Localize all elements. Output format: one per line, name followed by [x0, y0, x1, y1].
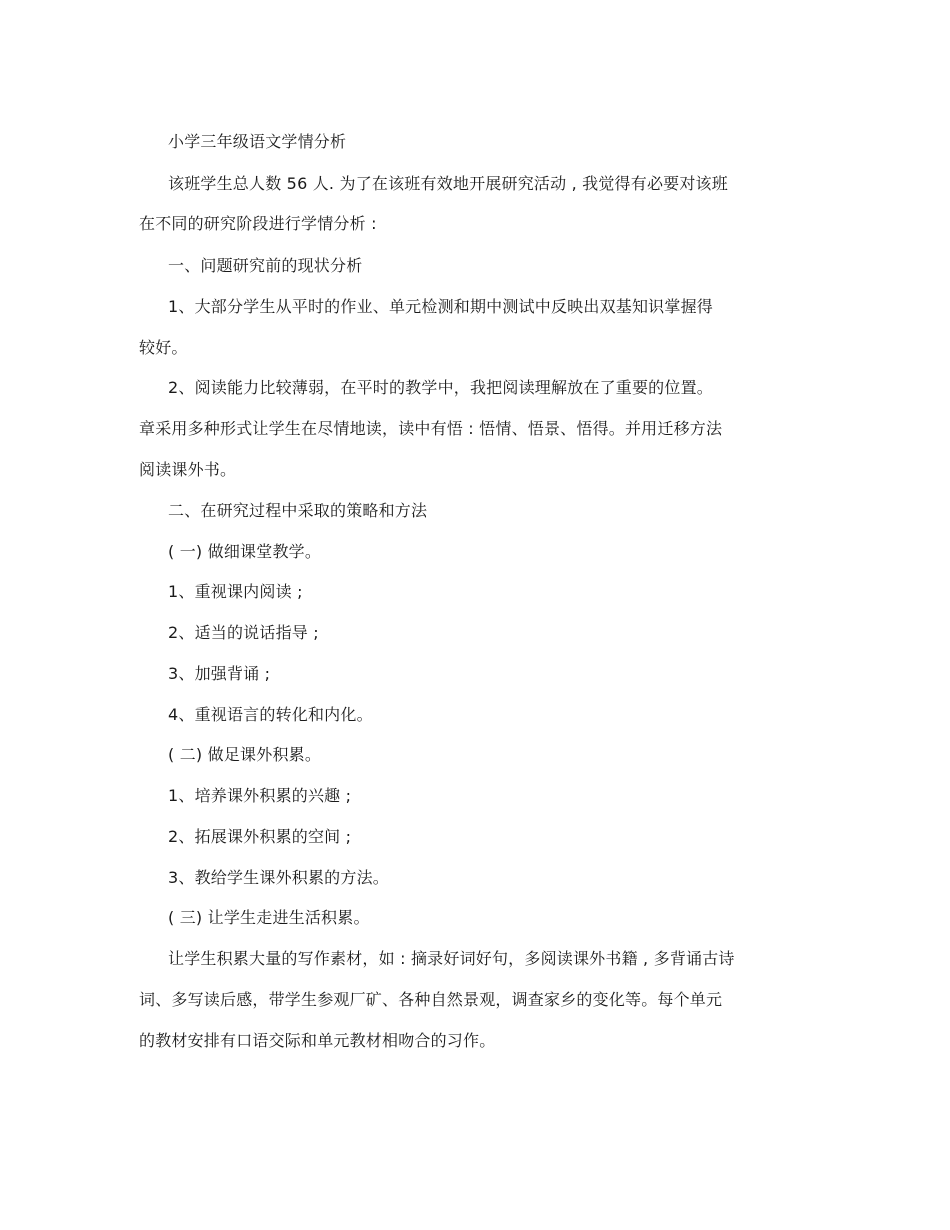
section-1-item-2-line-3: 阅读课外书。 [139, 460, 237, 479]
intro-line-2: 在不同的研究阶段进行学情分析 : [139, 214, 377, 233]
closing-line-1: 让学生积累大量的写作素材，如 : 摘录好词好句，多阅读课外书籍 , 多背诵古诗 [168, 949, 735, 968]
closing-line-3: 的教材安排有口语交际和单元教材相吻合的习作。 [139, 1031, 496, 1050]
section-2-heading: 二、在研究过程中采取的策略和方法 [168, 501, 428, 520]
subsection-2-item-1: 1、培养课外积累的兴趣 ; [168, 786, 352, 805]
document-title: 小学三年级语文学情分析 [168, 132, 347, 151]
section-1-item-2-line-2: 章采用多种形式让学生在尽情地读，读中有悟 : 悟情、悟景、悟得。并用迁移方法 [139, 419, 723, 438]
subsection-2-item-3: 3、教给学生课外积累的方法。 [168, 868, 389, 887]
closing-line-2: 词、多写读后感，带学生参观厂矿、各种自然景观，调查家乡的变化等。每个单元 [139, 990, 723, 1009]
subsection-1-item-2: 2、适当的说话指导 ; [168, 623, 319, 642]
subsection-2-item-2: 2、拓展课外积累的空间 ; [168, 827, 352, 846]
subsection-1-item-1: 1、重视课内阅读 ; [168, 582, 303, 601]
subsection-2-heading: ( 二) 做足课外积累。 [168, 745, 322, 764]
subsection-1-item-4: 4、重视语言的转化和内化。 [168, 705, 373, 724]
subsection-3-heading: ( 三) 让学生走进生活积累。 [168, 908, 370, 927]
section-1-heading: 一、问题研究前的现状分析 [168, 256, 363, 275]
section-1-item-1-line-1: 1、大部分学生从平时的作业、单元检测和期中测试中反映出双基知识掌握得 [168, 297, 713, 316]
section-1-item-1-line-2: 较好。 [139, 338, 188, 357]
subsection-1-heading: ( 一) 做细课堂教学。 [168, 542, 322, 561]
intro-line-1: 该班学生总人数 56 人. 为了在该班有效地开展研究活动 , 我觉得有必要对该班 [168, 174, 728, 193]
section-1-item-2-line-1: 2、阅读能力比较薄弱，在平时的教学中，我把阅读理解放在了重要的位置。 [168, 378, 713, 397]
subsection-1-item-3: 3、加强背诵 ; [168, 664, 271, 683]
